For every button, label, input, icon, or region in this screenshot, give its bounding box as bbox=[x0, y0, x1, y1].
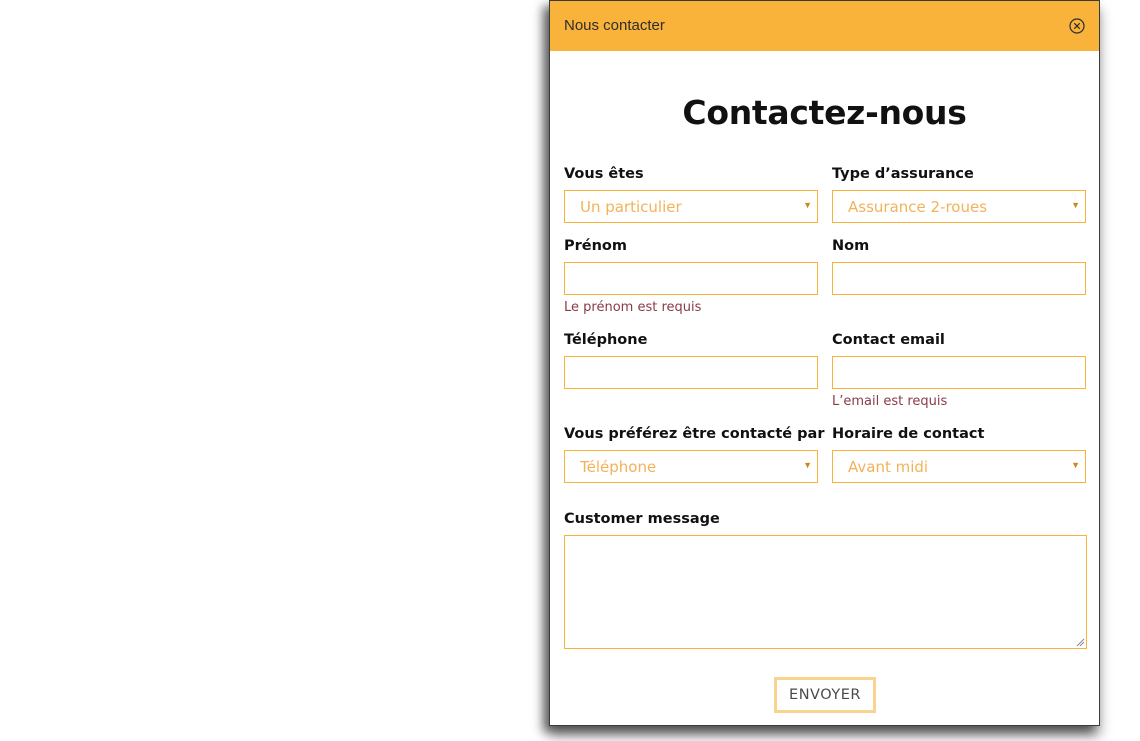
page-title: Contactez-nous bbox=[682, 93, 967, 132]
telephone-label: Téléphone bbox=[564, 332, 648, 348]
prenom-label: Prénom bbox=[564, 238, 628, 254]
email-input[interactable] bbox=[833, 357, 1085, 388]
vous-etes-value: Un particulier bbox=[580, 198, 682, 216]
prenom-error: Le prénom est requis bbox=[564, 300, 702, 315]
close-circle-icon bbox=[1069, 18, 1085, 34]
contact-pref-select[interactable] bbox=[564, 450, 818, 483]
horaire-value: Avant midi bbox=[848, 458, 929, 476]
resize-grip-icon[interactable] bbox=[1076, 638, 1085, 647]
close-button[interactable] bbox=[1069, 18, 1085, 34]
contact-modal bbox=[549, 0, 1100, 726]
telephone-input[interactable] bbox=[565, 357, 817, 388]
caret-down-icon: ▼ bbox=[803, 200, 812, 210]
send-button[interactable]: ENVOYER bbox=[774, 677, 876, 713]
nom-input[interactable] bbox=[833, 263, 1085, 294]
telephone-field[interactable] bbox=[564, 356, 818, 389]
nom-label: Nom bbox=[832, 238, 870, 254]
message-textarea[interactable] bbox=[564, 535, 1087, 649]
type-assurance-label: Type d’assurance bbox=[832, 166, 974, 182]
contact-pref-value: Téléphone bbox=[580, 458, 657, 476]
modal-header-title: Nous contacter bbox=[564, 17, 665, 34]
type-assurance-select[interactable] bbox=[832, 190, 1086, 223]
modal-header bbox=[550, 1, 1099, 51]
email-label: Contact email bbox=[832, 332, 945, 348]
caret-down-icon: ▼ bbox=[1071, 200, 1080, 210]
prenom-field[interactable] bbox=[564, 262, 818, 295]
horaire-select[interactable] bbox=[832, 450, 1086, 483]
email-field[interactable] bbox=[832, 356, 1086, 389]
prenom-input[interactable] bbox=[565, 263, 817, 294]
contact-pref-label: Vous préférez être contacté par bbox=[564, 426, 825, 442]
message-label: Customer message bbox=[564, 511, 720, 527]
nom-field[interactable] bbox=[832, 262, 1086, 295]
vous-etes-select[interactable] bbox=[564, 190, 818, 223]
caret-down-icon: ▼ bbox=[1071, 460, 1080, 470]
vous-etes-label: Vous êtes bbox=[564, 166, 644, 182]
email-error: L’email est requis bbox=[832, 394, 948, 409]
horaire-label: Horaire de contact bbox=[832, 426, 985, 442]
type-assurance-value: Assurance 2-roues bbox=[848, 198, 988, 216]
caret-down-icon: ▼ bbox=[803, 460, 812, 470]
